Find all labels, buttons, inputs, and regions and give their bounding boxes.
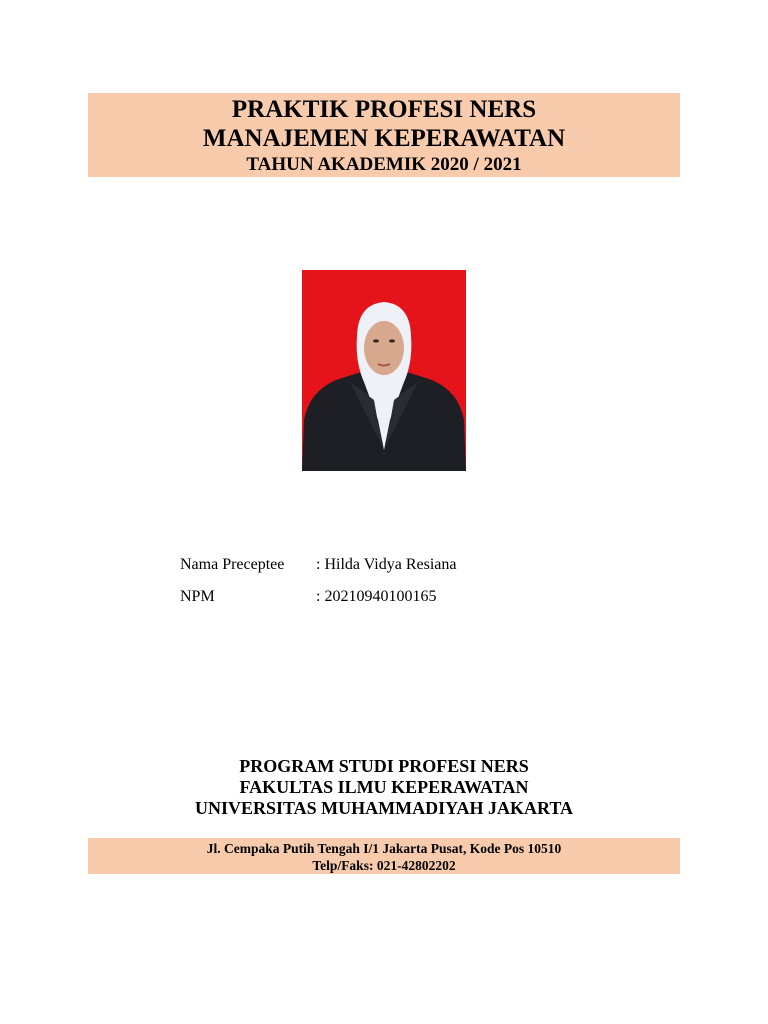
address-banner — [88, 838, 680, 874]
name-value: : Hilda Vidya Resiana — [316, 556, 457, 573]
institution-block — [88, 756, 680, 819]
student-photo — [302, 270, 466, 471]
faculty-name: FAKULTAS ILMU KEPERAWATAN — [239, 777, 529, 797]
university-name: UNIVERSITAS MUHAMMADIYAH JAKARTA — [194, 798, 574, 818]
title-line-2: MANAJEMEN KEPERAWATAN — [202, 125, 566, 152]
phone-line: Telp/Faks: 021-42802202 — [312, 858, 456, 873]
address-line: Jl. Cempaka Putih Tengah I/1 Jakarta Pusat, Kode Pos 10510 — [206, 841, 562, 856]
face — [364, 321, 404, 375]
title-line-1: PRAKTIK PROFESI NERS — [231, 96, 537, 123]
npm-value: : 20210940100165 — [316, 588, 437, 605]
title-banner — [88, 93, 680, 177]
npm-label: NPM — [180, 588, 215, 605]
program-name: PROGRAM STUDI PROFESI NERS — [239, 756, 529, 776]
academic-year: TAHUN AKADEMIK 2020 / 2021 — [246, 154, 522, 175]
name-label: Nama Preceptee — [180, 556, 285, 573]
